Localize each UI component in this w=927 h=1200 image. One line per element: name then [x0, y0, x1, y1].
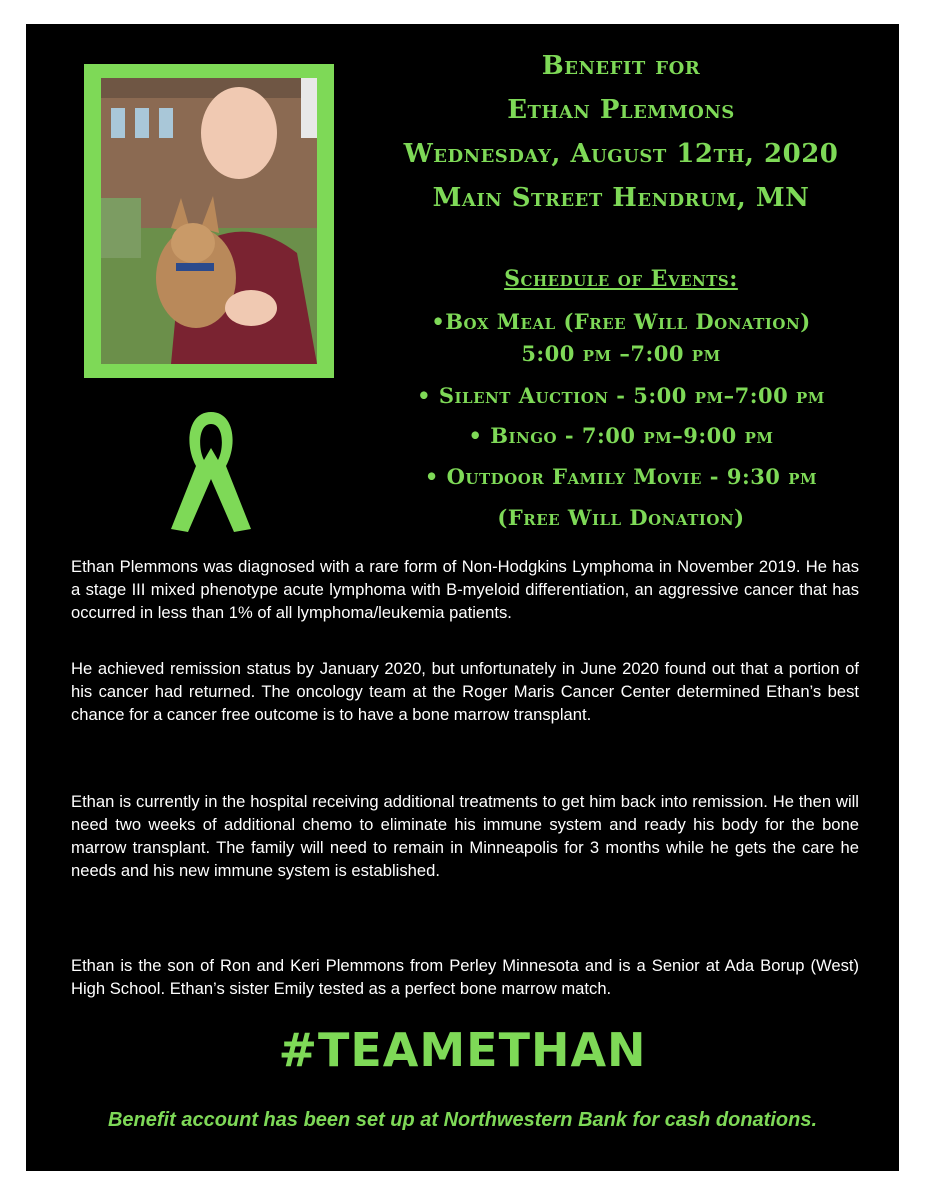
event-box-meal-time: 5:00 pm –7:00 pm — [521, 341, 721, 366]
schedule-title: Schedule of Events: — [504, 266, 738, 292]
donation-note: Benefit account has been set up at Northwestern Bank for cash donations. — [107, 1109, 817, 1131]
beneficiary-name: Ethan Plemmons — [507, 95, 735, 125]
event-date: Wednesday, August 12th, 2020 — [403, 139, 839, 169]
event-location: Main Street Hendrum, MN — [432, 183, 810, 213]
paragraph-diagnosis: Ethan Plemmons was diagnosed with a rare form of Non-Hodgkins Lymphoma in November 2019. He has a stage III mixed phenotype acute lymphoma with B-myeloid differentiation, an aggressive cancer that has occurred in less than 1% of all lymphoma/leukemia patients. — [71, 557, 859, 622]
hashtag: #TEAMETHAN — [278, 1023, 647, 1077]
paragraph-treatment: Ethan is currently in the hospital receiving additional treatments to get him back into remission. He then will need two weeks of additional chemo to eliminate his immune system and ready his body for the bone marrow transplant. The family will need to remain in Minneapolis for 3 months while he gets the care he needs and his new immune system is established. — [71, 792, 859, 880]
benefit-for-line: Benefit for — [541, 51, 701, 81]
flyer — [26, 24, 899, 1171]
paragraph-family: Ethan is the son of Ron and Keri Plemmons from Perley Minnesota and is a Senior at Ada Borup (West) High School. Ethan’s sister Emily tested as a perfect bone marrow match. — [71, 956, 859, 998]
event-outdoor-movie-note: (Free Will Donation) — [497, 505, 745, 530]
paragraph-remission: He achieved remission status by January 2020, but unfortunately in June 2020 found out that a portion of his cancer had returned. The oncology team at the Roger Maris Cancer Center determined Ethan’s best chance for a cancer free outcome is to have a bone marrow transplant. — [71, 659, 859, 724]
event-silent-auction: • Silent Auction - 5:00 pm–7:00 pm — [417, 383, 825, 408]
photo-frame — [84, 64, 334, 378]
awareness-ribbon-icon — [166, 404, 256, 539]
event-outdoor-movie: • Outdoor Family Movie - 9:30 pm — [424, 464, 818, 489]
portrait-photo — [101, 78, 317, 364]
event-bingo: • Bingo - 7:00 pm–9:00 pm — [468, 423, 774, 448]
event-box-meal: •Box Meal (Free Will Donation) — [431, 309, 811, 334]
